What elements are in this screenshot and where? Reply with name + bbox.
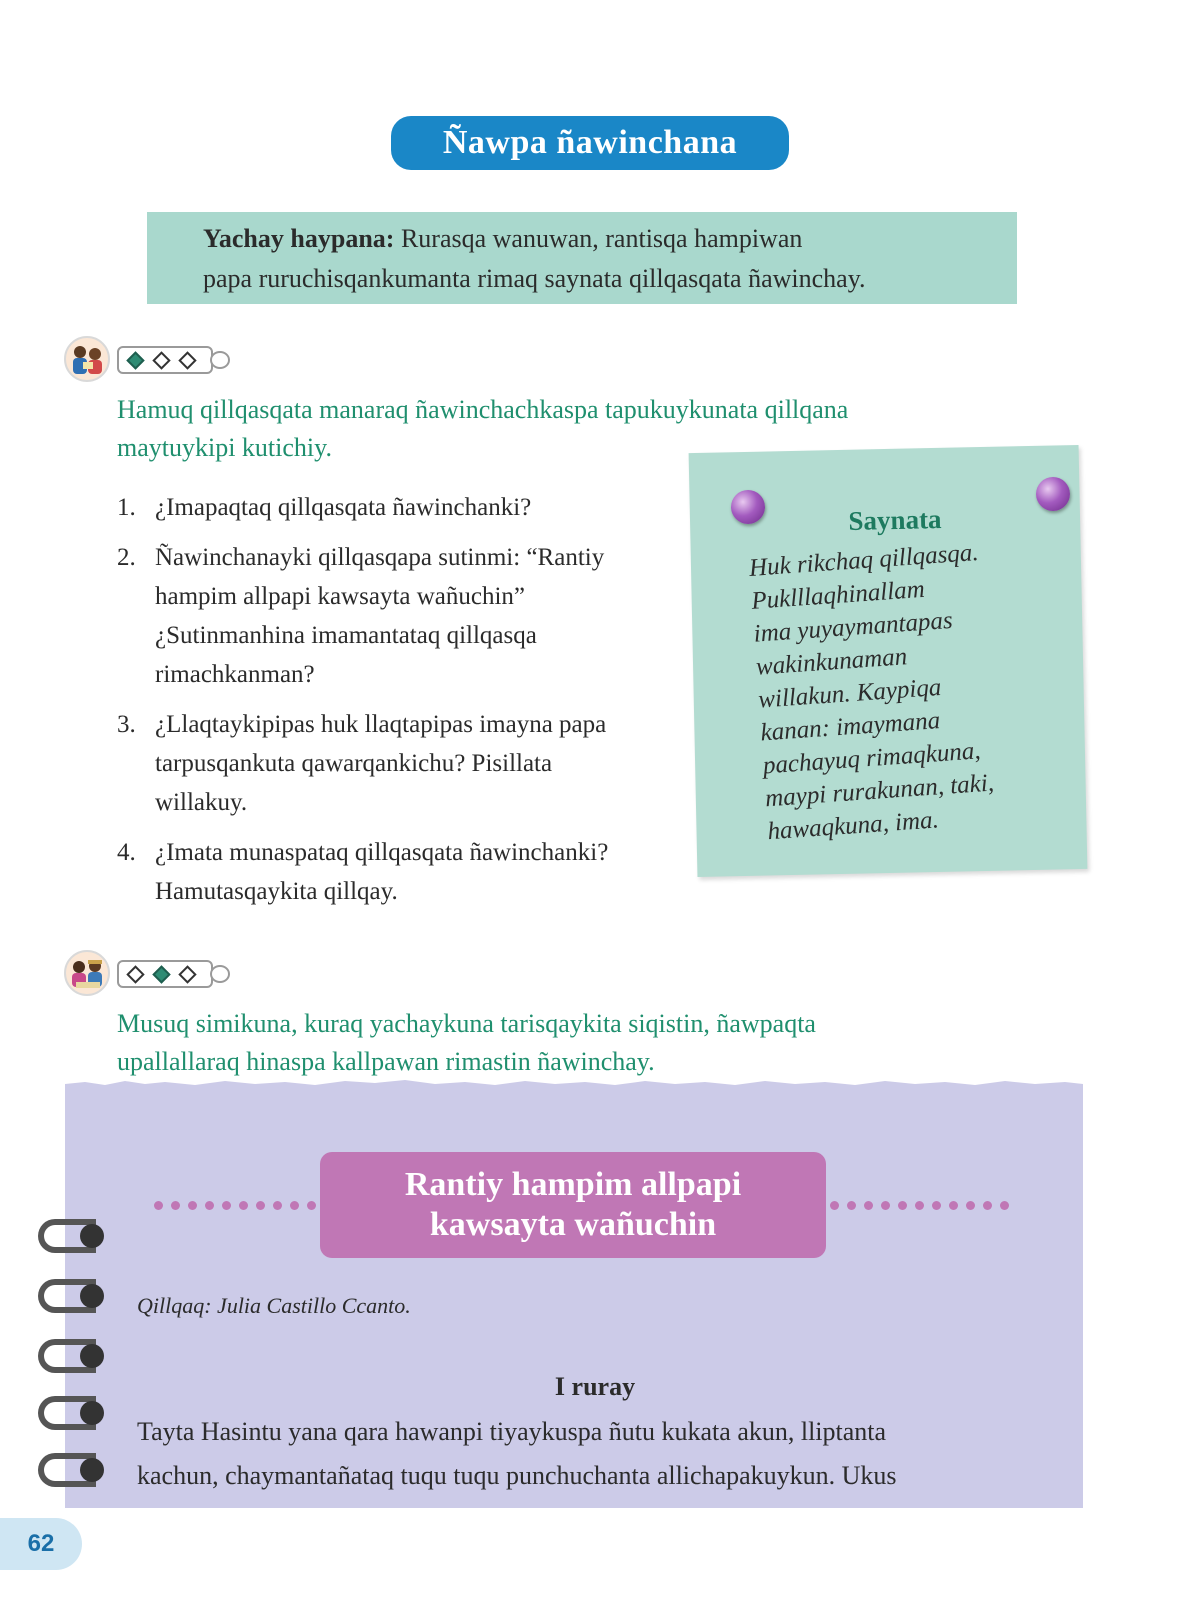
pushpin-icon <box>1036 477 1070 511</box>
question-list <box>117 488 717 911</box>
question-number: 4. <box>117 839 136 866</box>
note-line: wakinkunaman <box>755 643 909 681</box>
children-studying-icon <box>64 950 110 996</box>
question-line: ¿Llaqtaykipipas huk llaqtapipas imayna papa <box>155 711 607 738</box>
ring-hole-icon <box>80 1344 104 1368</box>
note-line: kanan: imaymana <box>759 707 941 747</box>
author-credit: Qillqaq: Julia Castillo Ccanto. <box>137 1293 411 1318</box>
question-line: ¿Sutinmanhina imamantataq qillqasqa <box>155 622 537 649</box>
instruction-line: maytuykipi kutichiy. <box>117 433 332 462</box>
diamond-empty-icon <box>152 351 170 369</box>
question-line: ¿Imata munaspataq qillqasqata ñawinchanki? <box>155 839 609 866</box>
diamond-empty-icon <box>178 965 196 983</box>
level-tab-2 <box>117 960 213 988</box>
goal-line-1: Rurasqa wanuwan, rantisqa hampiwan <box>394 224 803 253</box>
story-title <box>320 1152 826 1258</box>
story-line: Tayta Hasintu yana qara hawanpi tiyaykuspa ñutu kukata akun, lliptanta <box>137 1417 887 1446</box>
story-title-line: kawsayta wañuchin <box>429 1206 717 1243</box>
list-item <box>117 488 717 527</box>
note-line: willakun. Kaypiqa <box>757 673 943 714</box>
diamond-empty-icon <box>178 351 196 369</box>
tab-hole-icon <box>210 965 230 983</box>
instruction-line: upallallaraq hinaspa kallpawan rimastin ñawinchay. <box>117 1047 655 1076</box>
story-line: kachun, chaymantañataq tuqu tuqu punchuchanta allichapakuykun. Ukus <box>137 1461 897 1490</box>
ring-hole-icon <box>80 1458 104 1482</box>
dot-divider-left <box>154 1201 320 1211</box>
diamond-empty-icon <box>126 965 144 983</box>
note-line: Puklllaqhinallam <box>750 575 926 615</box>
question-line: hampim allpapi kawsayta wañuchin” <box>155 583 526 610</box>
children-reading-icon <box>64 336 110 382</box>
note-line: pachayuq rimaqkuna, <box>762 737 982 780</box>
level-tab-1 <box>117 346 213 374</box>
story-title-line: Rantiy hampim allpapi <box>404 1166 742 1203</box>
goal-label: Yachay haypana: <box>203 224 395 253</box>
question-number: 1. <box>117 494 136 521</box>
diamond-filled-icon <box>152 965 170 983</box>
ring-hole-icon <box>80 1224 104 1248</box>
pushpin-icon <box>731 490 765 524</box>
question-text <box>155 833 608 911</box>
list-item <box>117 538 717 694</box>
list-item <box>117 705 717 822</box>
instruction-line: Hamuq qillqasqata manaraq ñawinchachkaspa tapukuykunata qillqana <box>117 395 849 424</box>
page-number: 62 <box>27 1530 55 1557</box>
note-title: Saynata <box>848 504 942 536</box>
note-line: maypi rurakunan, taki, <box>764 769 995 813</box>
activity2-instruction <box>117 1005 1077 1081</box>
question-line: rimachkanman? <box>155 661 315 688</box>
question-line: tarpusqankuta qawarqankichu? Pisillata <box>155 750 553 777</box>
note-line: hawaqkuna, ima. <box>766 806 940 846</box>
question-line: Ñawinchanayki qillqasqapa sutinmi: “Rantiy <box>155 544 605 571</box>
ring-hole-icon <box>80 1401 104 1425</box>
goal-line-2: papa ruruchisqankumanta rimaq saynata qillqasqata ñawinchay. <box>203 264 866 293</box>
goal-text <box>203 219 993 299</box>
instruction-line: Musuq simikuna, kuraq yachaykuna tarisqaykita siqistin, ñawpaqta <box>117 1009 816 1038</box>
question-number: 3. <box>117 711 136 738</box>
note-line: ima yuyaymantapas <box>752 606 954 648</box>
ring-hole-icon <box>80 1284 104 1308</box>
question-line: Hamutasqaykita qillqay. <box>155 878 398 905</box>
chapter-heading: I ruray <box>554 1372 636 1401</box>
question-text <box>155 538 604 694</box>
tab-hole-icon <box>210 351 230 369</box>
diamond-filled-icon <box>126 351 144 369</box>
question-number: 2. <box>117 544 136 571</box>
note-body <box>748 530 1088 849</box>
dot-divider-right <box>830 1201 1010 1211</box>
note-line: Huk rikchaq qillqasqa. <box>748 538 980 582</box>
question-text <box>155 705 606 822</box>
question-line: ¿Imapaqtaq qillqasqata ñawinchanki? <box>155 494 532 521</box>
story-body <box>137 1410 1067 1498</box>
list-item <box>117 833 717 911</box>
question-line: willakuy. <box>155 789 248 816</box>
question-text <box>155 488 531 527</box>
section-title: Ñawpa ñawinchana <box>391 116 789 170</box>
